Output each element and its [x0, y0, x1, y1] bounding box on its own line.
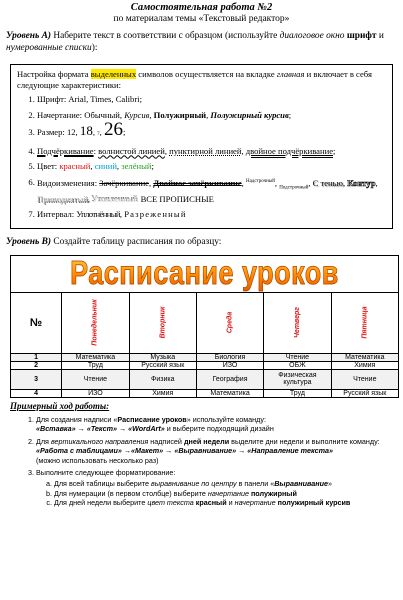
step1-text-3: и выберите подходящий дизайн	[164, 424, 274, 434]
work-steps	[10, 415, 393, 508]
sample-text-box	[10, 64, 393, 229]
table-cell: Биология	[196, 353, 263, 361]
level-a-lists: нумерованные списки	[6, 42, 92, 53]
table-row	[11, 389, 399, 397]
style-normal: Обычный,	[84, 109, 125, 120]
style-bold: Полужирный	[153, 109, 207, 120]
sub-c-bold-2: полужирный курсив	[275, 498, 351, 508]
level-a-dialog: диалоговое окно	[279, 31, 345, 41]
lesson-number: 2	[11, 361, 62, 369]
steps-list	[10, 415, 393, 508]
table-cell: Русский язык	[129, 361, 196, 369]
table-cell: Химия	[331, 361, 398, 369]
lesson-number: 4	[11, 389, 62, 397]
day-header-cell	[129, 292, 196, 353]
step1-text-2: » используйте команду:	[186, 414, 266, 424]
mod-double-strike: Двойное зачёркивание	[153, 177, 242, 188]
day-header-cell	[196, 292, 263, 353]
day-tuesday: Вторник	[159, 306, 167, 339]
schedule-table	[10, 255, 399, 398]
step1-text: Для создания надписи «	[36, 414, 118, 424]
sub-b-italic: начертание	[207, 488, 249, 498]
level-a-instruction	[6, 31, 397, 54]
sub-b-text: Для нумерации (в первом столбце) выберите	[54, 488, 208, 498]
banner-row	[11, 255, 399, 292]
mod-emboss: Приподнятый	[37, 193, 88, 204]
intro-text-2: символов осуществляется на вкладке	[136, 69, 277, 79]
underline-wavy: волнистой линией	[98, 145, 165, 156]
sub-step-item	[54, 489, 393, 499]
day-header-cell	[62, 292, 130, 353]
wordart-title: Расписание уроков	[70, 254, 339, 292]
day-monday: Понедельник	[91, 299, 99, 346]
page-title: Самостоятельная работа №2	[130, 2, 273, 13]
step2-text-2: надписей	[148, 436, 184, 446]
table-cell: Математика	[62, 353, 130, 361]
table-row	[11, 369, 399, 389]
sub-step-item	[54, 498, 393, 508]
table-row	[11, 361, 399, 369]
mod-engrave: Утопленный	[92, 193, 139, 204]
day-thursday: Четверг	[293, 306, 301, 339]
size-label: Размер: 12,	[37, 127, 80, 137]
spacing-label: Интервал:	[37, 209, 77, 220]
sample-intro	[17, 69, 386, 90]
table-cell: Труд	[62, 361, 130, 369]
size-18: 18	[79, 123, 93, 138]
number-header: №	[11, 292, 62, 353]
level-b-label: Уровень В)	[6, 237, 51, 247]
list-item-style: 2. Начертание: Обычный, Курсив, Полужирный, Полужирный курсив;	[37, 110, 386, 121]
page-subtitle: по материалам темы «Текстовый редактор»	[113, 14, 290, 24]
font-item-text: Шрифт: Arial, Times, Calibri;	[37, 94, 142, 104]
days-header-row	[11, 292, 399, 353]
underline-label: Подчёркивание	[37, 145, 94, 156]
list-item-size: 3. Размер: 12, 18, 7, 26;	[37, 125, 386, 141]
table-cell: Математика	[196, 389, 263, 397]
banner-cell	[11, 255, 399, 292]
step2-bold: дней недели	[183, 436, 230, 446]
underline-dotted: пунктирной линией	[169, 145, 242, 156]
step-item	[36, 415, 393, 434]
color-green: зелёный	[121, 161, 152, 171]
level-b-text: Создайте таблицу расписания по образцу:	[50, 237, 222, 247]
size-7: 7	[97, 132, 100, 137]
table-cell: Музыка	[129, 353, 196, 361]
spacing-expanded: Разреженный	[124, 209, 187, 220]
table-row	[11, 353, 399, 361]
day-wednesday: Среда	[226, 311, 234, 334]
table-cell: ИЗО	[196, 361, 263, 369]
work-heading: Примерный ход работы:	[10, 400, 110, 411]
mod-label: Видоизменения:	[37, 177, 100, 188]
sub-a-bold: Выравнивание	[274, 479, 328, 489]
list-item-color: 5. Цвет: красный, синий, зелёный;	[37, 161, 386, 172]
spacing-condensed: Уплотнённый	[76, 209, 120, 220]
intro-text-3: и включает в себя следующие характеристики:	[17, 69, 372, 90]
intro-highlight: выделенных	[90, 69, 137, 79]
level-a-and: и	[376, 31, 384, 41]
level-a-text: Наберите текст в соответствии с образцом (используйте	[50, 31, 280, 41]
lesson-number: 1	[11, 353, 62, 361]
list-item-spacing: 7. Интервал: Уплотнённый, Разреженный	[37, 209, 386, 220]
step1-bold: Расписание уроков	[117, 414, 187, 424]
table-cell: Труд	[264, 389, 331, 397]
style-bold-italic: Полужирный курсив	[210, 109, 289, 120]
step2-text: Для	[36, 436, 51, 446]
sub-step-item	[54, 479, 393, 489]
step-item	[36, 437, 393, 466]
mod-strike: Зачёркивание	[99, 177, 149, 188]
day-header-cell	[264, 292, 331, 353]
size-26: 26	[103, 119, 123, 140]
sub-c-italic-2: начертание	[234, 498, 276, 508]
sub-a-text-2: в панели «	[236, 479, 275, 489]
step2-note: (можно использовать несколько раз)	[36, 455, 159, 465]
mod-subscript: Подстрочный	[279, 185, 309, 191]
sub-c-and: и	[226, 498, 235, 508]
table-cell: Чтение	[331, 369, 398, 389]
table-cell: Чтение	[264, 353, 331, 361]
table-cell: Математика	[331, 353, 398, 361]
table-cell: Чтение	[62, 369, 130, 389]
sub-c-italic: цвет текста	[147, 498, 194, 508]
underline-double: двойное подчёркивание	[245, 145, 334, 156]
level-a-label: Уровень А)	[6, 31, 51, 41]
step-item	[36, 468, 393, 507]
table-cell: ОБЖ	[264, 361, 331, 369]
step3-text: Выполните следующее форматирование:	[36, 468, 176, 478]
mod-all-caps: ВСЕ ПРОПИСНЫЕ	[140, 193, 214, 204]
sub-a-text: Для всей таблицы выберите	[54, 479, 152, 489]
day-friday: Пятница	[361, 306, 369, 339]
table-cell: ИЗО	[62, 389, 130, 397]
color-label: Цвет:	[37, 161, 60, 171]
list-item-font	[37, 94, 386, 105]
intro-tab-name: главная	[276, 69, 305, 79]
sub-c-bold: красный	[193, 498, 227, 508]
style-label: Начертание:	[37, 109, 85, 120]
step3-sublist	[36, 479, 393, 508]
sub-a-end: »	[328, 479, 332, 489]
style-italic: Курсив	[124, 109, 150, 120]
table-cell: География	[196, 369, 263, 389]
list-item-modifications: 6. Видоизменения: Зачёркивание, Двойное зачёркивание, $^{Надстрочный}$, $_{Подстрочный}$, С тенью, Контур, Приподнятый, Утопленный ВСЕ ПРОПИСНЫЕ	[37, 177, 386, 205]
level-a-end: ):	[91, 42, 98, 53]
list-item-underline: 4. Подчёркивание: волнистой линией, пунктирной линией, двойное подчёркивание;	[37, 146, 386, 157]
intro-text: Настройка формата	[17, 69, 91, 79]
table-cell: Физическая культура	[264, 369, 331, 389]
mod-outline: Контур	[347, 177, 376, 188]
color-red: красный	[59, 161, 91, 171]
day-header-cell	[331, 292, 398, 353]
characteristics-list	[17, 94, 386, 220]
table-cell: Русский язык	[331, 389, 398, 397]
lesson-number: 3	[11, 369, 62, 389]
level-a-font: шрифт	[344, 31, 377, 41]
step2-command: «Работа с таблицами» →«Макет» → «Выравнивание» → «Направление текста»	[36, 446, 333, 456]
level-b-instruction	[6, 237, 397, 249]
step2-text-3: выделите дни недели и выполните команду:	[229, 436, 380, 446]
mod-shadow: С тенью	[312, 177, 343, 188]
sub-b-bold: полужирный	[248, 488, 297, 498]
table-cell: Физика	[129, 369, 196, 389]
table-cell: Химия	[129, 389, 196, 397]
color-blue: синий	[94, 161, 117, 171]
sub-c-text: Для дней недели выберите	[54, 498, 148, 508]
sub-a-italic: выравнивание по центру	[151, 479, 237, 489]
step1-command: «Вставка» → «Текст» → «WordArt»	[36, 424, 165, 434]
step2-italic: вертикального направления	[50, 436, 149, 446]
mod-superscript: Надстрочный	[245, 178, 275, 184]
